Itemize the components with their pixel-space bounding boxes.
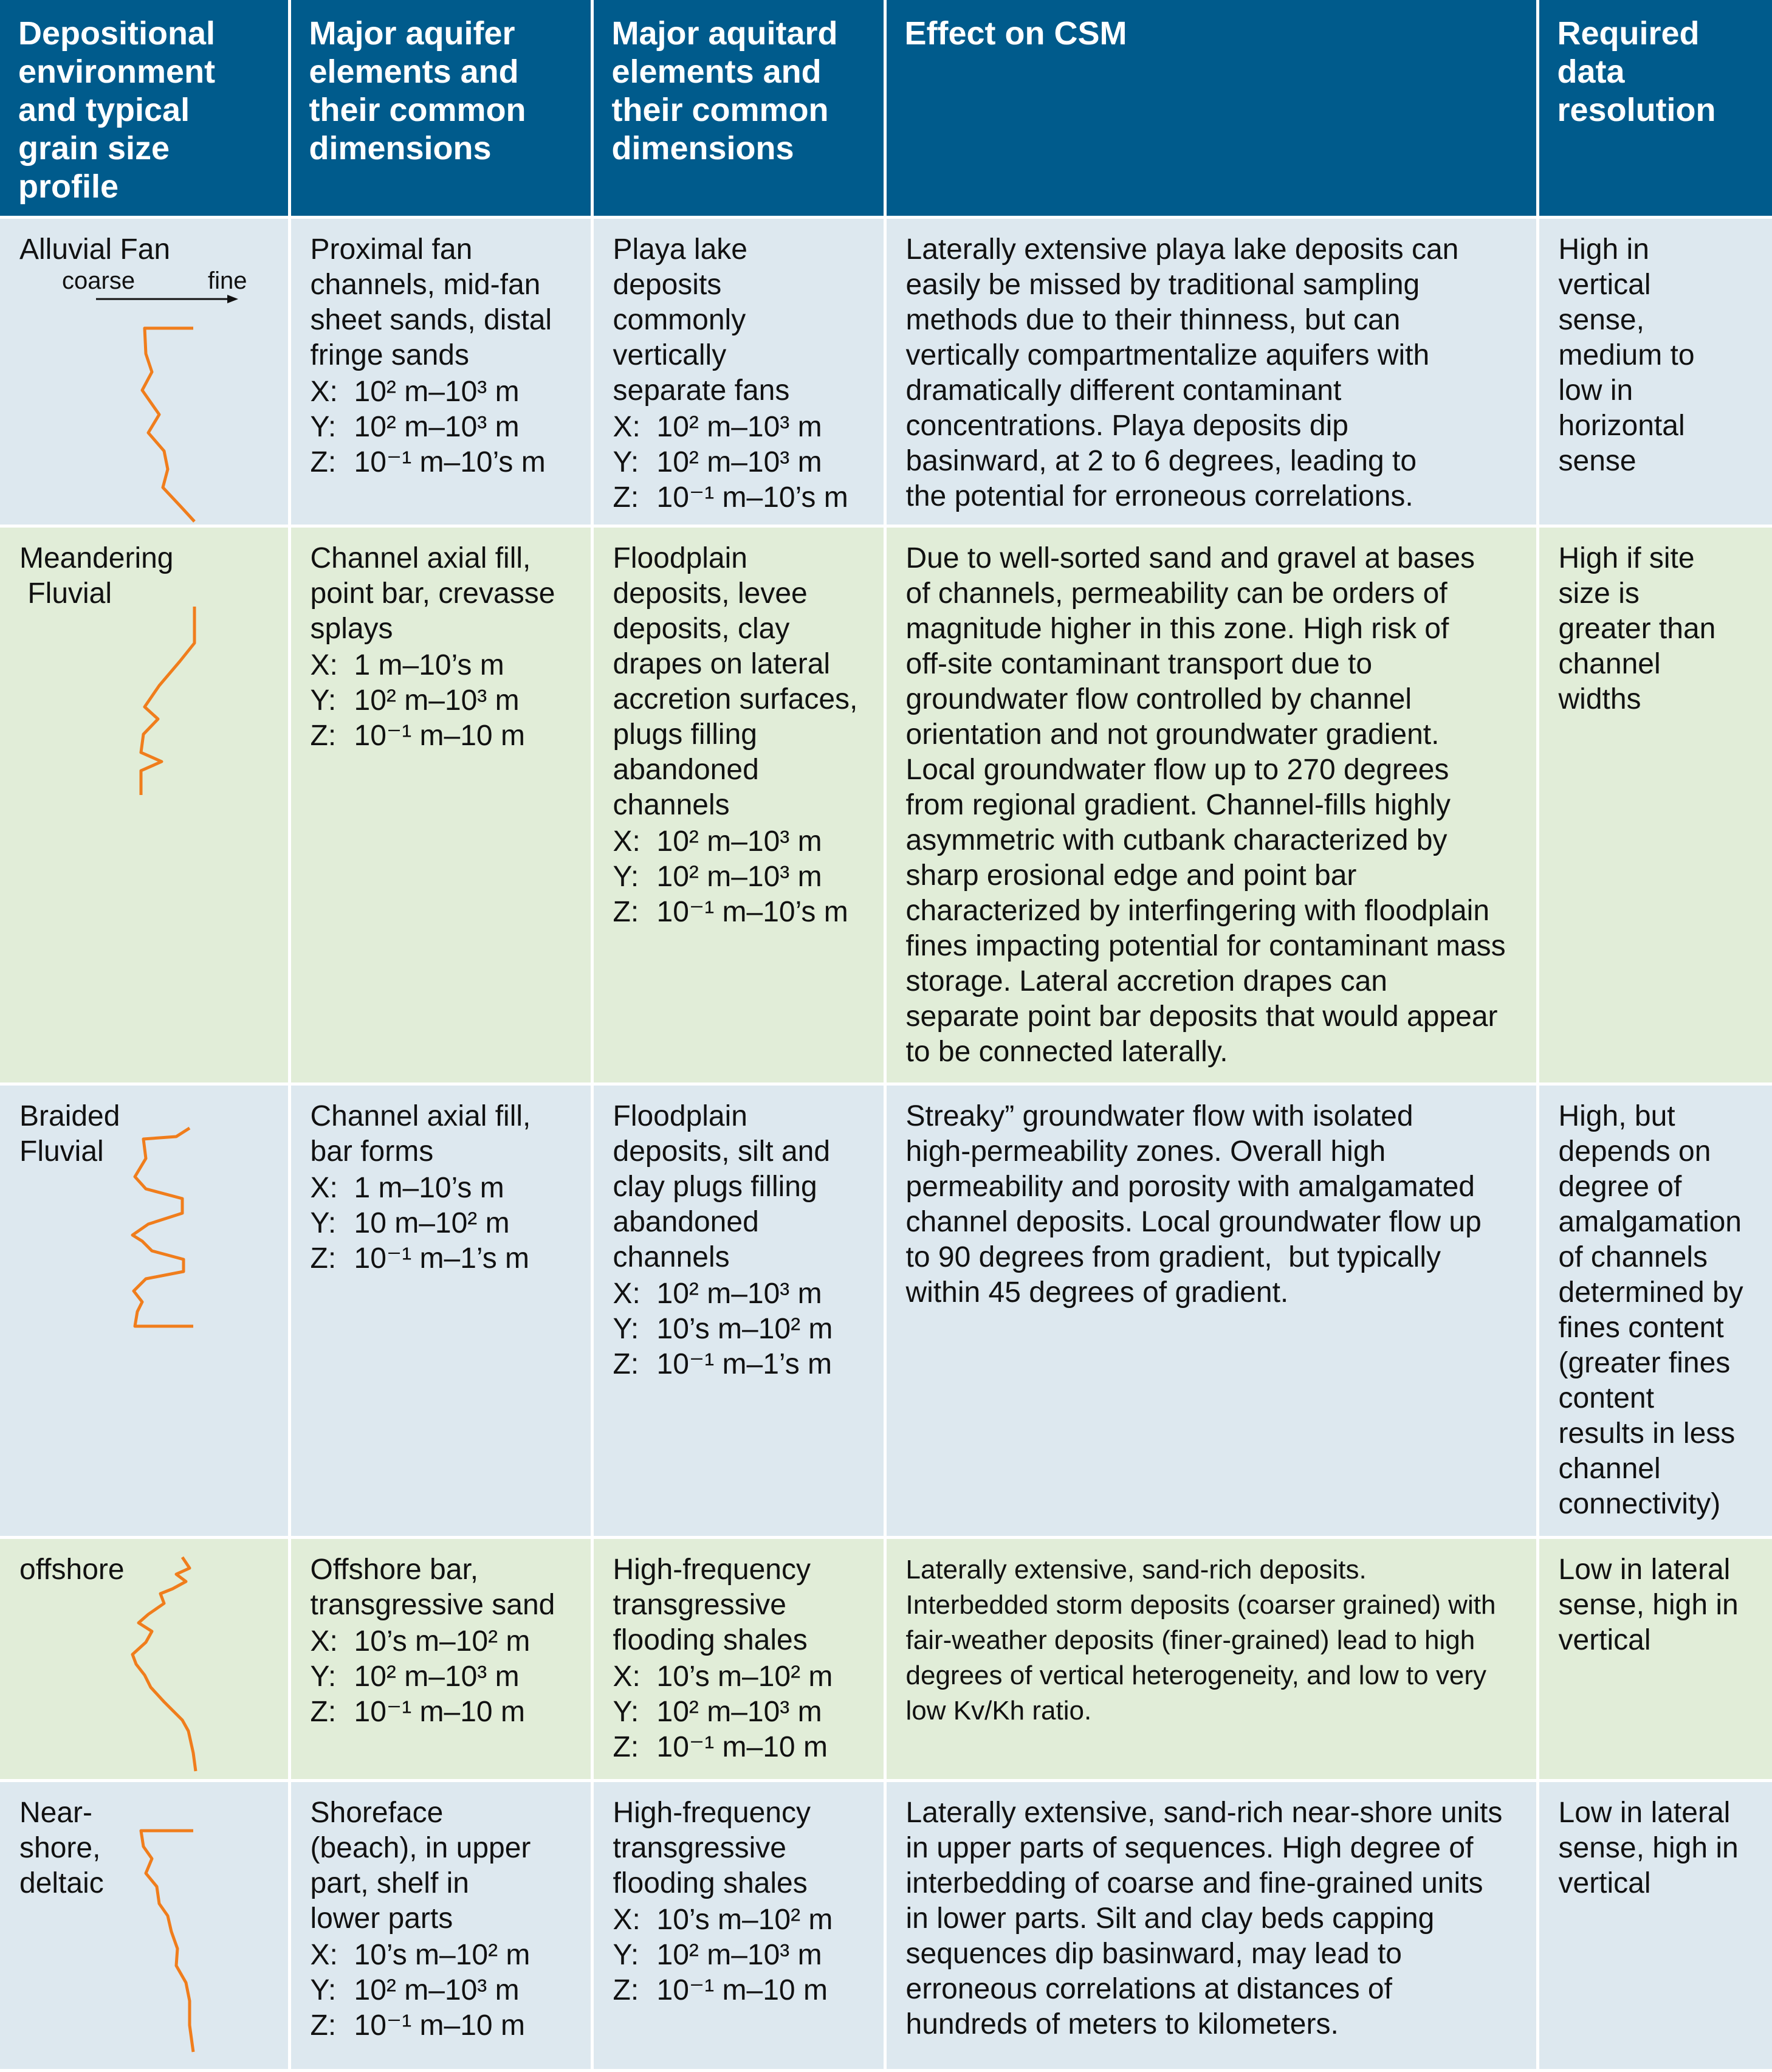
- dimension-y: Y: 10² m–10³ m: [613, 1939, 822, 1971]
- dimension-y: Y: 10 m–10² m: [310, 1207, 510, 1239]
- grain-size-profile-near-shore: [0, 1819, 289, 2062]
- aquitard-dimensions: [613, 1902, 865, 2008]
- text-line: sheet sands, distal: [310, 304, 552, 336]
- aquifer-dimensions: [311, 1171, 572, 1276]
- dimension-y: Y: 10² m–10³ m: [310, 411, 520, 443]
- dimension-x: X: 10’s m–10² m: [310, 1939, 531, 1971]
- resolution-text: Low in lateral sense, high in vertical: [1558, 1554, 1739, 1656]
- aquitard-elements: Floodplain deposits, silt and clay plugs filling abandoned channels: [613, 1100, 831, 1273]
- dimension-y: Y: 10’s m–10² m: [613, 1313, 833, 1345]
- text-line: commonly: [613, 304, 746, 336]
- dimension-x: X: 10’s m–10² m: [613, 1661, 833, 1693]
- dimension-z: Z: 10⁻¹ m–10 m: [613, 1731, 828, 1763]
- aquitard-dimensions: [613, 824, 865, 930]
- csm-effect-text: Laterally extensive, sand-rich near-shore units in upper parts of sequences. High degree of interbedding of coarse and fine-grained units in lower parts. Silt and clay beds capping sequences dip basinward, may lead to erroneous correlations at distances of hundreds of meters to kilometers.: [905, 1797, 1503, 2040]
- dimension-z: Z: 10⁻¹ m–10 m: [310, 1696, 525, 1728]
- aquitard-dimensions: [613, 410, 865, 515]
- dimension-x: X: 1 m–10’s m: [310, 649, 504, 681]
- dimension-x: X: 10² m–10³ m: [613, 1278, 822, 1310]
- header-aquitard: Major aquitard elements and their common dimensions: [592, 0, 885, 218]
- header-environment: Depositional environment and typical grain size profile: [0, 0, 289, 218]
- resolution-cell: [1537, 1084, 1772, 1538]
- dimension-x: X: 10² m–10³ m: [310, 376, 520, 408]
- dimension-y: Y: 10² m–10³ m: [310, 684, 520, 717]
- environment-cell: [0, 526, 289, 1084]
- dimension-z: Z: 10⁻¹ m–10 m: [613, 1974, 828, 2006]
- aquitard-dimensions: [613, 1659, 865, 1765]
- environment-name: Meandering Fluvial: [19, 542, 174, 610]
- dimension-y: Y: 10² m–10³ m: [310, 1661, 520, 1693]
- text-line: Playa lake: [613, 233, 747, 266]
- dimension-x: X: 1 m–10’s m: [310, 1172, 504, 1204]
- csm-effect-cell: [885, 1084, 1537, 1538]
- dimension-z: Z: 10⁻¹ m–10’s m: [310, 446, 546, 478]
- environment-name: Braided Fluvial: [19, 1100, 120, 1168]
- csm-effect-cell: [885, 1538, 1537, 1781]
- aquitard-elements: High-frequency transgressive flooding shales: [613, 1554, 811, 1656]
- resolution-text: High, but depends on degree of amalgamation of channels determined by fines content (greater fines content results in less channel connectivity): [1558, 1100, 1743, 1520]
- table-row-near-shore-deltaic: [0, 1781, 1772, 2071]
- grain-size-profile-braided-fluvial: [0, 1122, 289, 1329]
- aquifer-elements: Channel axial fill, point bar, crevasse splays: [310, 542, 555, 645]
- aquitard-cell: [592, 526, 885, 1084]
- table-row-braided-fluvial: [0, 1084, 1772, 1538]
- aquifer-cell: [289, 1084, 592, 1538]
- arrow-right-icon: [227, 295, 238, 303]
- header-data-resolution: Required data resolution: [1537, 0, 1772, 218]
- dimension-y: Y: 10² m–10³ m: [613, 446, 822, 478]
- aquifer-elements: Channel axial fill, bar forms: [310, 1100, 531, 1168]
- dimension-z: Z: 10⁻¹ m–1’s m: [613, 1348, 833, 1380]
- table-row-alluvial-fan: [0, 218, 1772, 526]
- aquitard-elements: High-frequency transgressive flooding shales: [613, 1797, 811, 1899]
- aquifer-dimensions: [311, 1938, 572, 2043]
- csm-effect-cell: [885, 1781, 1537, 2071]
- aquitard-cell: [592, 1781, 885, 2071]
- dimension-y: Y: 10² m–10³ m: [613, 1696, 822, 1728]
- text-line: channels, mid-fan: [310, 269, 541, 301]
- aquifer-cell: [289, 526, 592, 1084]
- table-row-meandering-fluvial: [0, 526, 1772, 1084]
- aquitard-elements: Floodplain deposits, levee deposits, clay drapes on lateral accretion surfaces, plugs filling abandoned channels: [613, 542, 858, 821]
- csm-effect-text: Due to well-sorted sand and gravel at bases of channels, permeability can be orders of magnitude higher in this zone. High risk of off-site contaminant transport due to groundwater flow controlled by channel orientation and not groundwater gradient. Local groundwater flow up to 270 degrees from regional gradient. Channel-fills highly asymmetric with cutbank characterized by sharp erosional edge and point bar characterized by interfingering with floodplain fines impacting potential for contaminant mass storage. Lateral accretion drapes can separate point bar deposits that would appear to be connected laterally.: [905, 542, 1506, 1068]
- resolution-text: Low in lateral sense, high in vertical: [1558, 1797, 1739, 1899]
- text-line: deposits: [613, 269, 722, 301]
- dimension-x: X: 10’s m–10² m: [613, 1904, 833, 1936]
- dimension-x: X: 10² m–10³ m: [613, 825, 822, 858]
- text-line: fringe sands: [310, 339, 469, 371]
- aquifer-dimensions: [311, 1624, 572, 1730]
- environment-cell: [0, 1084, 289, 1538]
- aquitard-cell: [592, 1084, 885, 1538]
- environment-name: Near- shore, deltaic: [19, 1797, 104, 1899]
- csm-effect-cell: [885, 218, 1537, 526]
- coarse-label: coarse: [62, 267, 136, 294]
- dimension-y: Y: 10² m–10³ m: [310, 1974, 520, 2006]
- text-line: vertically: [613, 339, 727, 371]
- aquifer-dimensions: [311, 374, 572, 480]
- csm-effect-text: Laterally extensive, sand-rich deposits. Interbedded storm deposits (coarser grained) with fair-weather deposits (finer-grained) lead to high degrees of vertical heterogeneity, and low to very low Kv/Kh ratio.: [905, 1555, 1496, 1726]
- dimension-z: Z: 10⁻¹ m–10’s m: [613, 481, 848, 514]
- header-row: [0, 0, 1772, 218]
- aquifer-elements: Shoreface (beach), in upper part, shelf in lower parts: [310, 1797, 531, 1935]
- dimension-z: Z: 10⁻¹ m–1’s m: [310, 1242, 530, 1275]
- csm-effect-cell: [885, 526, 1537, 1084]
- resolution-cell: [1537, 1781, 1772, 2071]
- dimension-y: Y: 10² m–10³ m: [613, 861, 822, 893]
- resolution-cell: [1537, 1538, 1772, 1781]
- aquitard-cell: [592, 218, 885, 526]
- text-line: separate fans: [613, 374, 790, 407]
- csm-effect-text: Laterally extensive playa lake deposits can easily be missed by traditional sampling methods due to their thinness, but can vertically compartmentalize aquifers with dramatically different contaminant concentrations. Playa deposits dip basinward, at 2 to 6 degrees, leading to the potential for erroneous correlations.: [905, 233, 1459, 512]
- resolution-cell: [1537, 218, 1772, 526]
- aquifer-cell: [289, 1781, 592, 2071]
- aquifer-dimensions: [311, 648, 572, 754]
- grain-size-profile-alluvial-fan: [0, 293, 289, 528]
- environment-cell: [0, 1538, 289, 1781]
- dimension-x: X: 10’s m–10² m: [310, 1625, 531, 1657]
- environment-cell: [0, 218, 289, 526]
- aquitard-dimensions: [613, 1276, 865, 1382]
- header-aquifer: Major aquifer elements and their common dimensions: [289, 0, 592, 218]
- dimension-z: Z: 10⁻¹ m–10’s m: [613, 896, 848, 928]
- resolution-cell: [1537, 526, 1772, 1084]
- table-row-offshore: [0, 1538, 1772, 1781]
- environment-name: offshore: [19, 1554, 125, 1586]
- aquifer-cell: [289, 218, 592, 526]
- environment-name: Alluvial Fan: [19, 233, 171, 266]
- aquifer-cell: [289, 1538, 592, 1781]
- grain-size-profile-offshore: [0, 1551, 289, 1782]
- resolution-text: High if site size is greater than channel widths: [1558, 542, 1716, 715]
- dimension-x: X: 10² m–10³ m: [613, 411, 822, 443]
- aquifer-elements: Offshore bar, transgressive sand: [310, 1554, 555, 1621]
- dimension-z: Z: 10⁻¹ m–10 m: [310, 720, 525, 752]
- fine-label: fine: [208, 267, 247, 294]
- header-effect-on-csm: Effect on CSM: [885, 0, 1537, 218]
- grain-size-profile-meandering-fluvial: [0, 601, 289, 795]
- resolution-text: High in vertical sense, medium to low in horizontal sense: [1558, 233, 1695, 477]
- text-line: Proximal fan: [310, 233, 473, 266]
- aquitard-elements: [613, 232, 865, 408]
- csm-effect-text: Streaky” groundwater flow with isolated high-permeability zones. Overall high permeability and porosity with amalgamated channel deposits. Local groundwater flow up to 90 degrees from gradient, but typically within 45 degrees of gradient.: [905, 1100, 1482, 1309]
- aquifer-elements: [311, 232, 572, 373]
- dimension-z: Z: 10⁻¹ m–10 m: [310, 2009, 525, 2042]
- environment-cell: [0, 1781, 289, 2071]
- aquitard-cell: [592, 1538, 885, 1781]
